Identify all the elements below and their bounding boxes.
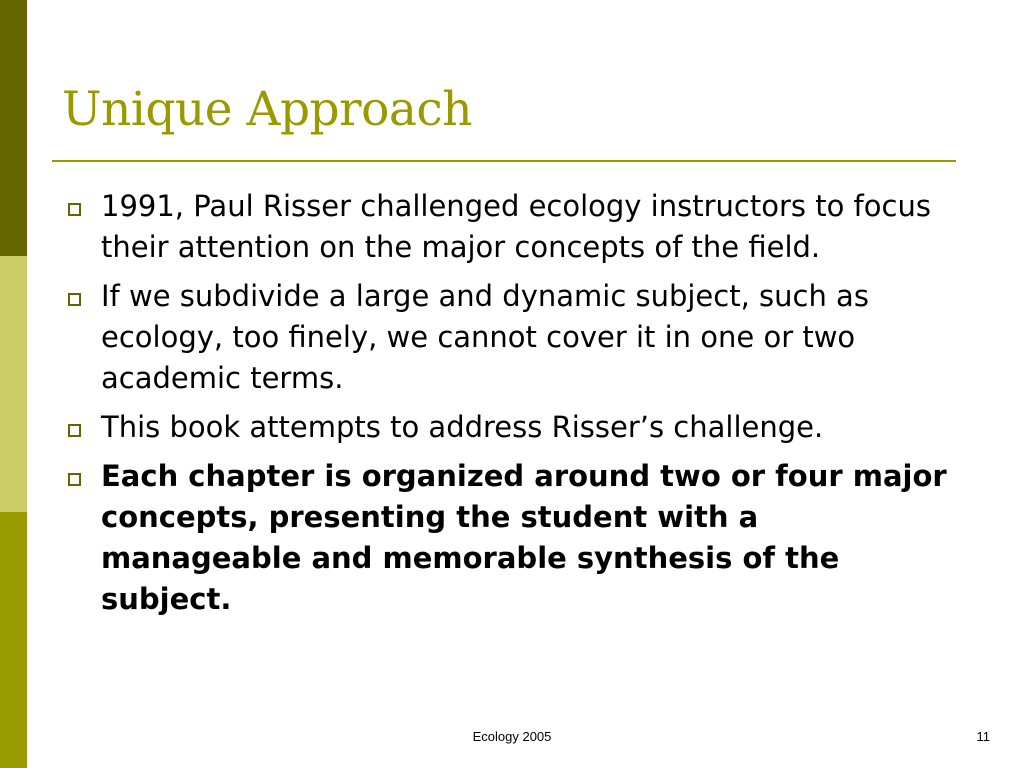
square-bullet-icon <box>68 203 81 216</box>
bullet-list <box>64 186 964 628</box>
bullet-item <box>64 186 964 268</box>
bullet-item <box>64 276 964 399</box>
bullet-text: Each chapter is organized around two or four major concepts, presenting the student with a manageable and memorable synthesis of the subject. <box>101 459 947 616</box>
title-underline <box>52 160 956 162</box>
square-bullet-icon <box>68 424 81 437</box>
bullet-item-emphasized <box>64 456 964 620</box>
footer-text: Ecology 2005 <box>472 729 552 744</box>
slide-title: Unique Approach <box>62 82 473 137</box>
sidebar-decoration-middle <box>0 256 27 512</box>
bullet-item <box>64 407 964 448</box>
bullet-text: 1991, Paul Risser challenged ecology instructors to focus their attention on the major concepts of the field. <box>101 189 931 264</box>
page-number: 11 <box>976 729 990 744</box>
square-bullet-icon <box>68 293 81 306</box>
square-bullet-icon <box>68 473 81 486</box>
sidebar-decoration-top <box>0 0 27 256</box>
bullet-text: If we subdivide a large and dynamic subject, such as ecology, too finely, we cannot cover it in one or two academic terms. <box>101 279 869 395</box>
bullet-text: This book attempts to address Risser’s challenge. <box>101 410 824 444</box>
